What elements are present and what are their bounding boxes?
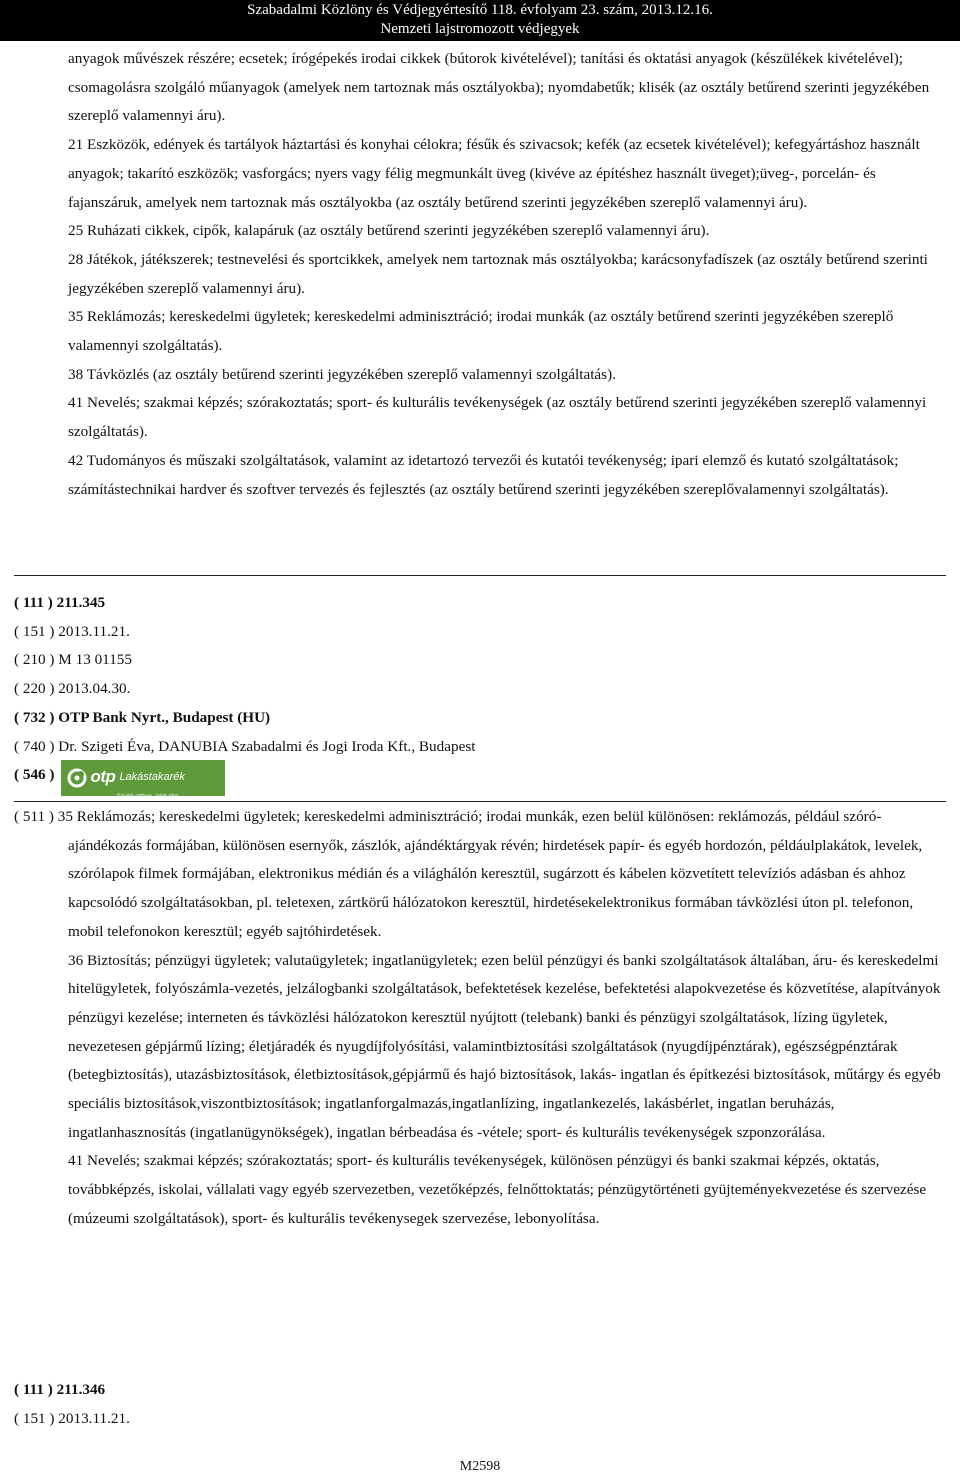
- goods-class-28: 28 Játékok, játékszerek; testnevelési és sportcikkek, amelyek nem tartoznak más osztályokba; karácsonyfadíszek (az osztály betűrend szerinti jegyzékében szereplő valamennyi áru).: [68, 250, 928, 297]
- field-code-111: ( 111 ): [14, 1381, 53, 1398]
- logo-slogan: Szebb otthon, jobb élet: [116, 793, 178, 800]
- mark-image-row: [14, 761, 475, 800]
- trademark-record-next: [14, 1376, 130, 1433]
- holder-name: OTP Bank Nyrt.: [58, 708, 166, 726]
- logo-product-name: Lakástakarék: [119, 771, 185, 784]
- registration-date-row: [14, 1405, 130, 1434]
- registration-date-row: [14, 618, 475, 647]
- registration-number-row: [14, 589, 475, 618]
- holder-row: [14, 704, 475, 733]
- representative: Dr. Szigeti Éva, DANUBIA Szabadalmi és Jogi Iroda Kft., Budapest: [58, 737, 476, 755]
- field-code-111: ( 111 ): [14, 594, 53, 611]
- otp-swirl-icon: [66, 767, 88, 789]
- field-code-220: ( 220 ): [14, 680, 55, 698]
- registration-number: 211.346: [56, 1381, 106, 1398]
- registration-date: 2013.11.21.: [58, 1409, 130, 1427]
- record-divider: [14, 575, 946, 576]
- goods-class-25: 25 Ruházati cikkek, cipők, kalapáruk (az osztály betűrend szerinti jegyzékében szereplő valamennyi áru).: [68, 222, 710, 240]
- field-code-151: ( 151 ): [14, 622, 55, 640]
- record-divider: [14, 801, 946, 802]
- page-number: M2598: [459, 1459, 501, 1474]
- goods-and-services: [14, 803, 946, 1234]
- section-title: Nemzeti lajstromozott védjegyek: [380, 21, 580, 37]
- goods-class-35: 35 Reklámozás; kereskedelmi ügyletek; kereskedelmi adminisztráció; irodai munkák (az osztály betűrend szerinti jegyzékében szereplő valamennyi szolgáltatás).: [68, 308, 894, 355]
- otp-lakastakarek-logo: [61, 760, 225, 800]
- field-code-151: ( 151 ): [14, 1409, 55, 1427]
- registration-number-row: [14, 1376, 130, 1405]
- application-number-row: [14, 646, 475, 675]
- field-code-511: ( 511 ): [14, 808, 54, 825]
- goods-class-41-text: 41 Nevelés; szakmai képzés; szórakoztatás; sport- és kulturális tevékenységek, különösen pénzügyi és banki szakmai képzés, oktatás, továbbképzés, iskolai, vállalati vagy egyéb szervezetben, vezetőképzés, felnőttoktatás; pénzügytörténeti gyüjteményekvezetése és szervezése (múzeumi szolgáltatások), sport- és kulturális tevékenysegek szervezése, lebonyolítása.: [68, 1152, 927, 1227]
- goods-class-16-continued: anyagok művészek részére; ecsetek; írógépekés irodai cikkek (bútorok kivételével); tanítási és oktatási anyagok (készülékek kivételével); csomagolásra szolgáló műanyagok (amelyek nem tartoznak más osztályokba); nyomdabetűk; klisék (az osztály betűrend szerinti jegyzékében szereplő valamennyi áru).: [68, 50, 930, 125]
- goods-class-42: 42 Tudományos és műszaki szolgáltatások, valamint az idetartozó tervezői és kutatói tevékenység; ipari elemző és kutató szolgáltatások; számítástechnikai hardver és szoftver tervezés és fejlesztés (az osztály betűrend szerinti jegyzékében szereplővalamennyi szolgáltatás).: [68, 451, 899, 498]
- registration-number: 211.345: [56, 594, 106, 611]
- logo-brand: otp: [90, 767, 116, 787]
- filing-date: 2013.04.30.: [58, 680, 131, 698]
- goods-class-36-text: 36 Biztosítás; pénzügyi ügyletek; valutaügyletek; ingatlanügyletek; ezen belül pénzügyi és banki szolgáltatások általában, áru- és kereskedelmi hitelügyletek, folyószámla-vezetés, jelzálogbanki szolgáltatások, befektetések kezelése, befektetési alapokvezetése és közvetítése, alapítványok pénzügyi kezelése; interneten és távközlési hálózatokon keresztül nyújtott (telebank) banki és pénzügyi szolgáltatások, lízing ügyletek, nevezetesen gépjármű lízing; életjáradék és nyugdíjfolyósítási, valamintbiztosítási szolgáltatások (nyugdíjpénztárak), egészségpénztárak (betegbiztosítás), utazásbiztosítások, életbiztosítások,gépjármű és hajó biztosítások, lakás- ingatlan és építkezési biztosítások, műtárgy és egyéb speciális biztosítások,viszontbiztosítások; ingatlanforgalmazás,ingatlanlízing, ingatlankezelés, lakásbérlet, ingatlan beruházás, ingatlanhasznosítás (ingatlanügynökségek), ingatlan bérbeadása és -vétele; sport- és kulturális tevékenységek szponzorálása.: [68, 951, 941, 1141]
- page-header: [0, 0, 960, 41]
- goods-class-38: 38 Távközlés (az osztály betűrend szerinti jegyzékében szereplő valamennyi szolgáltatás).: [68, 365, 616, 383]
- field-code-732: ( 732 ): [14, 708, 55, 726]
- trademark-record: [14, 589, 476, 800]
- continued-goods-list: [68, 45, 944, 504]
- goods-class-35-entry: [14, 803, 946, 947]
- field-code-740: ( 740 ): [14, 737, 55, 755]
- goods-class-35-text: 35 Reklámozás; kereskedelmi ügyletek; kereskedelmi adminisztráció; irodai munkák, ezen belül különösen: reklámozás, például szóró-ajándékozás formájában, különösen esernyők, zászlók, ajándéktárgyak révén; hirdetések papír- és egyéb hordozón, példáulplakátok, levelek, szórólapok filmek formájában, elektronikus médián és a világhálón keresztül, sugárzott és kábelen közvetített televíziós adásban és ahhoz kapcsolódó szolgáltatásokban, pl. teletexen, zártkörű hálózatokon keresztül, hirdetésekelektronikus formában távközlési úton pl. telefonon, mobil telefonokon keresztül; egyéb sajtóhirdetések.: [57, 808, 923, 940]
- registration-date: 2013.11.21.: [58, 622, 130, 640]
- goods-class-21: 21 Eszközök, edények és tartályok háztartási és konyhai célokra; fésűk és szivacsok; kefék (az ecsetek kivételével); kefegyártáshoz használt anyagok; takarító eszközök; vasforgács; nyers vagy félig megmunkált üveg (kivéve az építéshez használt üveget);üveg-, porcelán- és fajanszáruk, amelyek nem tartoznak más osztályokba (az osztály betűrend szerinti jegyzékében szereplő valamennyi áru).: [68, 136, 920, 211]
- representative-row: [14, 733, 475, 762]
- application-number: M 13 01155: [58, 651, 132, 669]
- field-code-546: ( 546 ): [14, 766, 55, 784]
- filing-date-row: [14, 675, 475, 704]
- goods-class-41: 41 Nevelés; szakmai képzés; szórakoztatás; sport- és kulturális tevékenységek (az osztály betűrend szerinti jegyzékében szereplő valamennyi szolgáltatás).: [68, 394, 927, 441]
- holder-location: , Budapest (HU): [165, 708, 271, 726]
- field-code-210: ( 210 ): [14, 651, 55, 669]
- journal-title: Szabadalmi Közlöny és Védjegyértesítő 118. évfolyam 23. szám, 2013.12.16.: [247, 2, 713, 18]
